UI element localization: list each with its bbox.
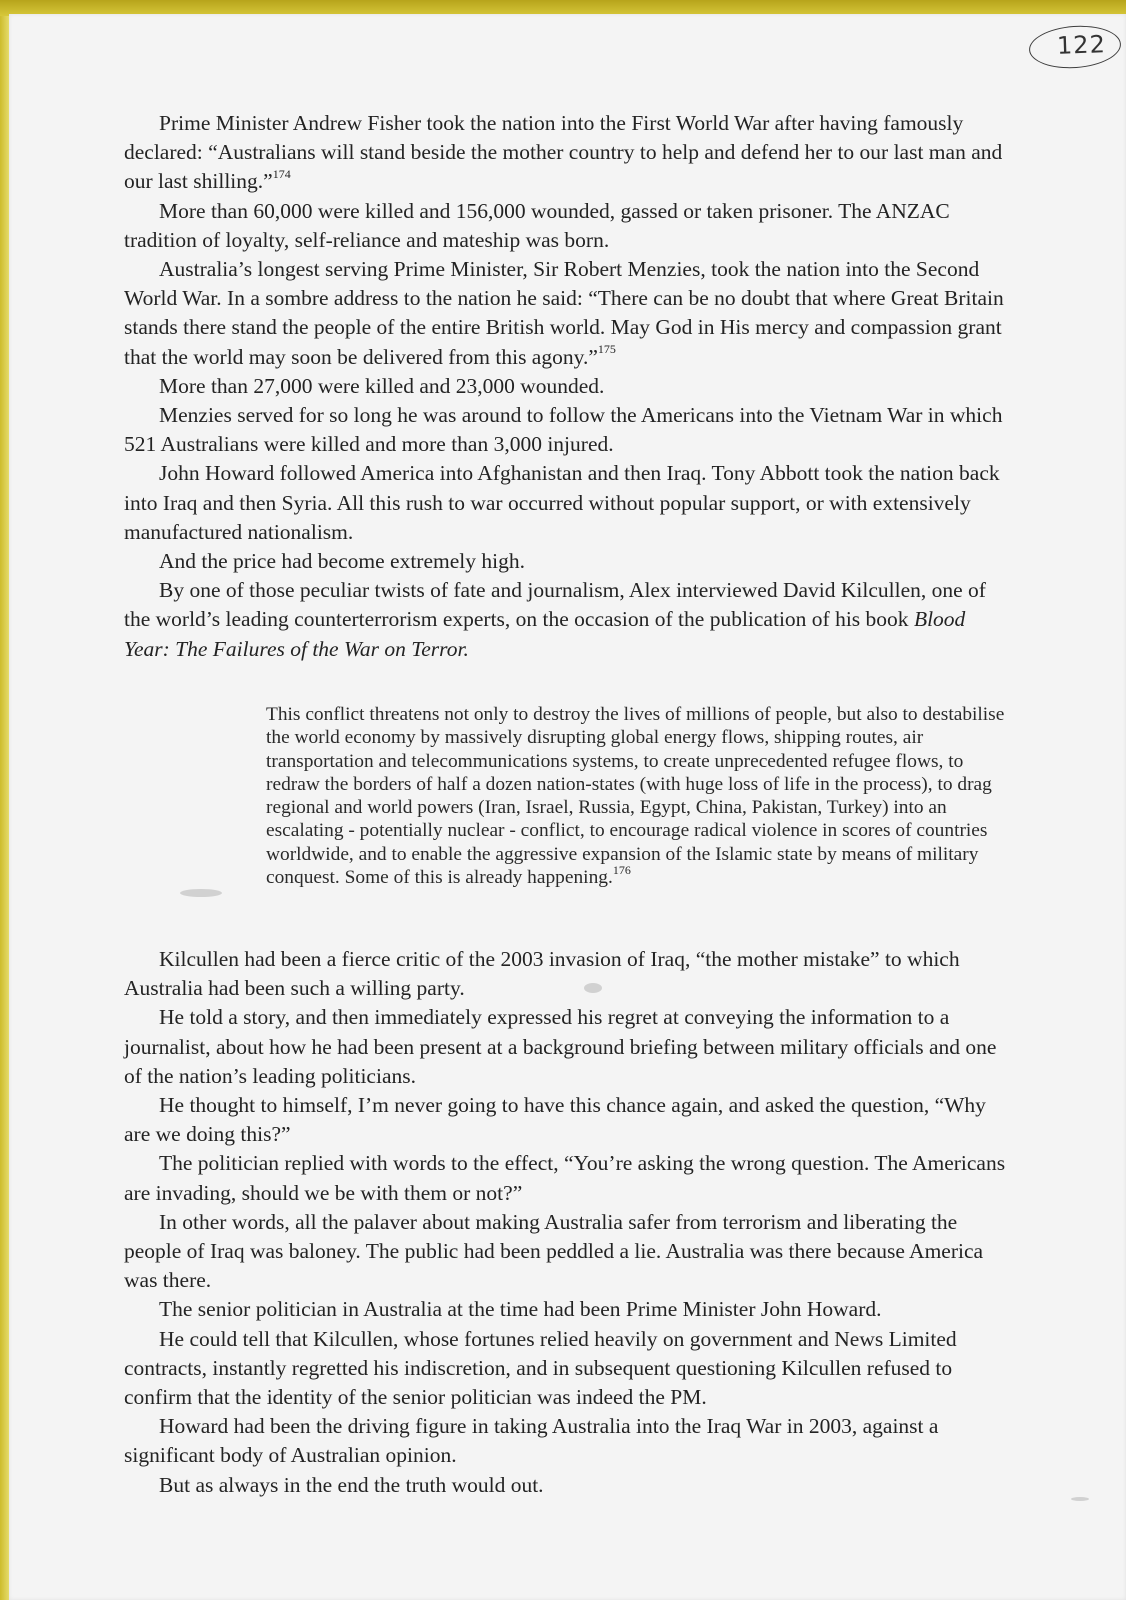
paragraph-text: By one of those peculiar twists of fate and journalism, Alex interviewed David Kilcullen, one of the world’s leading counterterrorism experts, on the occasion of the publication of his book [124,578,986,632]
paragraph [124,255,1008,372]
book-title: Blood Year: The Failures of the War on Terror. [124,607,966,661]
footnote-marker: 174 [272,167,291,182]
paragraph: In other words, all the palaver about making Australia safer from terrorism and liberating the people of Iraq was baloney. The public had been peddled a lie. Australia was there because America was there. [124,1209,984,1293]
paragraph [124,372,1008,401]
paragraph: The politician replied with words to the effect, “You’re asking the wrong question. The Americans are invading, should we be with them or not?” [124,1151,1006,1205]
scan-smudge [1071,1497,1089,1501]
paragraph [124,576,1008,664]
paragraph: He told a story, and then immediately expressed his regret at conveying the information to a journalist, about how he had been present at a background briefing between military officials and one of the nation’s leading politicians. [124,1005,997,1088]
paragraph: He could tell that Kilcullen, whose fortunes relied heavily on government and News Limited contracts, instantly regretted his indiscretion, and in subsequent questioning Kilcullen refused to confirm that the identity of the senior politician was indeed the PM. [124,1326,957,1410]
paragraph [124,547,1008,576]
block-quote-text: This conflict threatens not only to destroy the lives of millions of people, but also to destabilise the world economy by massively disrupting global energy flows, shipping routes, air transportation and telecommunications systems, to create unprecedented refugee flows, to redraw the borders of half a dozen nation-states (with huge loss of life in the process), to drag regional and world powers (Iran, Israel, Russia, Egypt, China, Pakistan, Turkey) into an escalating - potentially nuclear - conflict, to encourage radical violence in scores of countries worldwide, and to enable the aggressive expansion of the Islamic state by means of military conquest. Some of this is already happening. [266,704,1005,889]
paragraph: He thought to himself, I’m never going to have this chance again, and asked the question, “Why are we doing this?” [124,1093,986,1147]
paragraph [124,459,1008,547]
paragraph: The senior politician in Australia at the time had been Prime Minister John Howard. [159,1297,882,1322]
paragraph: Howard had been the driving figure in taking Australia into the Iraq War in 2003, against a significant body of Australian opinion. [124,1414,939,1468]
paragraph-text: John Howard followed America into Afghanistan and then Iraq. Tony Abbott took the nation back into Iraq and then Syria. All this rush to war occurred without popular support, or with extensively manufactured nationalism. [124,461,1000,544]
paragraph [124,401,1008,459]
paragraph [124,109,1008,197]
main-text-top [124,109,1008,664]
main-text-bottom [124,945,1014,1500]
paragraph-text: Prime Minister Andrew Fisher took the nation into the First World War after having famously declared: “Australians will stand beside the mother country to help and defend her to our last man and our last shilling.” [124,111,1003,194]
block-quote [266,703,1014,889]
footnote-marker: 176 [612,862,631,877]
footnote-marker: 175 [597,342,616,357]
paragraph: Kilcullen had been a fierce critic of the 2003 invasion of Iraq, “the mother mistake” to which Australia had been such a willing party. [124,947,960,1001]
paragraph-text: More than 60,000 were killed and 156,000 wounded, gassed or taken prisoner. The ANZAC tradition of loyalty, self-reliance and mateship was born. [124,198,950,252]
paragraph-text: Menzies served for so long he was around to follow the Americans into the Vietnam War in which 521 Australians were killed and more than 3,000 injured. [124,403,1003,457]
paragraph-text: More than 27,000 were killed and 23,000 wounded. [159,373,605,398]
paragraph-text: And the price had become extremely high. [159,549,525,574]
paragraph-text: Australia’s longest serving Prime Minister, Sir Robert Menzies, took the nation into the Second World War. In a sombre address to the nation he said: “There can be no doubt that where Great Britain stands there stand the people of the entire British world. May God in His mercy and compassion grant that the world may soon be delivered from this agony.” [124,257,1004,369]
scan-smudge [180,889,222,897]
handwritten-page-number: 122 [1056,30,1107,60]
paragraph [124,197,1008,255]
paragraph: But as always in the end the truth would out. [159,1472,544,1497]
